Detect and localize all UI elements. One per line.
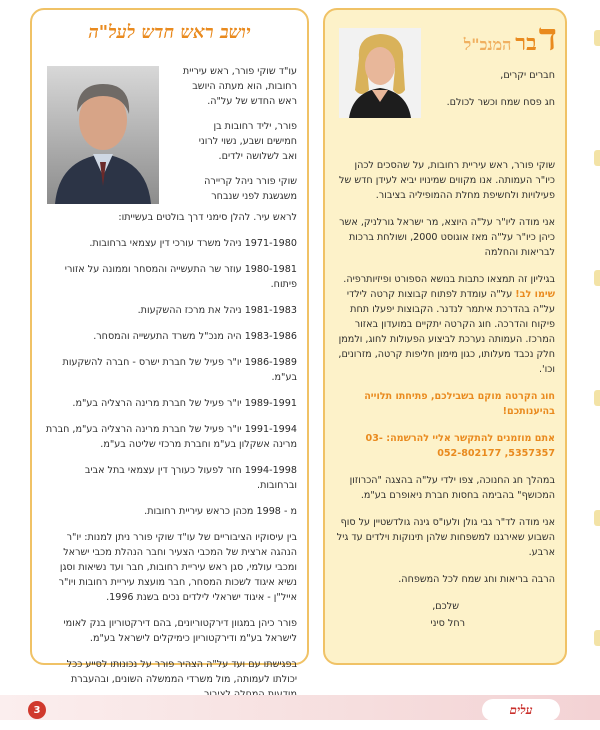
signature: רחל סיני (430, 618, 465, 629)
paragraph: חברים יקרים, (500, 70, 555, 81)
chairman-intro (182, 64, 297, 204)
milestone-item: 1994-1998 חזר לפעול כעורך דין עצמאי בתל אביב וברחובות. (84, 465, 297, 491)
title-letter: ד (538, 14, 557, 59)
milestone-item: 1986-1989 יו"ר פעיל של חברת ישרס - חברה להשקעות בע"מ. (62, 357, 297, 383)
paragraph: עו"ד שוקי פורר, ראש עיריית רחובות, הוא מעתה היושב ראש החדש של על"ה. (182, 66, 297, 107)
title-word1: בר (515, 30, 537, 56)
new-chairman-title: יושב ראש חדש לעל"ה (88, 22, 251, 43)
paragraph: חג פסח שמח וכשר לכולם. (446, 97, 555, 108)
chairman-portrait (47, 66, 159, 204)
milestone-item: 1991-1994 יו"ר פעיל של חברת מרינה הרצליה בע"מ, חברת מרינה אשקלון בע"מ וחברת מרכזי שליטה בע"מ. (45, 424, 297, 450)
paragraph: פורר, יליד רחובות בן חמישים ושבע, נשוי לרוני ואב לשלושה ילדים. (198, 121, 297, 162)
paragraph: פורר כיהן במגוון דירקטוריונים, בהם דירקטוריון בנק לאומי לישראל בע"מ ודירקטוריון כימיקלים לישראל בע"מ. (63, 618, 297, 644)
paragraph: בין עיסוקיו הציבוריים של עו"ד שוקי פורר ניתן למנות: יו"ר הנהגה ארצית של המכבי הצעיר וחבר הנהלת מכבי ישראל ומכבי עולמי, סגן ראש עיריית רחובות, חבר ועד נשיאות וסגן נשיא איגוד לשכות המסחר, חבר מועצת עיריית רחובות ויו"ר אייל"ן - איגוד ישראלי לילדים נכים בשנת 1996. (58, 532, 297, 603)
page-number: 3 (28, 701, 46, 719)
paragraph: שוקי פורר ניהל קריירה משגשגת לפני שנבחר (204, 176, 297, 202)
signoff: שלכם, (432, 601, 459, 612)
director-letter-title (463, 14, 557, 59)
milestones-lead: לראש עיר. להלן סימני דרך בולטים בעשייתו: (118, 212, 297, 223)
milestone-item: 1983-1986 היה מנכ"ל משרד התעשייה והמסחר. (93, 331, 297, 342)
paragraph: בפגישתו עם ועד על"ה הצהיר פורר על נכונותו לסייע ככל יכולתו לעמותה, מול משרדי הממשלה השונים, ובהעברת (66, 659, 297, 685)
milestone-item: 1980-1981 עוזר שר התעשייה והמסחר וממונה על אזורי פיתוח. (64, 264, 297, 290)
director-letter-body (333, 68, 555, 631)
milestone-item: מ - 1998 מכהן כראש עיריית רחובות. (144, 506, 297, 517)
paragraph: אני מודה לד"ר גבי גולן ולעו"ס גינה גולדשטיין על סוף השבוע שאירגנו למשפחות שלהן תינוקות וילדים עד גיל ארבע. (336, 517, 555, 558)
chairman-milestones (42, 210, 297, 713)
title-word2: המנכ"ל (463, 35, 512, 54)
attention-highlight: שימו לב! (515, 289, 555, 300)
paragraph: בגיליון זה תמצאו כתבות בנושא הספורט ופיזיותרפיה. שימו לב! על"ה עומדת לפתוח קבוצות קרטה לילדי על"ה בהדרכת איתמר לנדנר. הקבוצות יפעלו תחת פיקוח והדרכה. חוג הקרטה יתקיים במועדון באזור המרכז. העמותה נערכת לביצוע הפעולות לחוג, ולממן חלק נכבד מעלותו, כגון מימון חליפות קרטה, מזרונים, וכו'. (338, 274, 555, 375)
paragraph: הרבה בריאות וחג שמח לכל המשפחה. (398, 574, 555, 585)
paragraph: במהלך חג החנוכה, צפו ילדי על"ה בהצגה "הכרוזון המכושף" בהבימה בחסות חברת ניאופרם בע"מ. (349, 475, 555, 501)
paragraph: שוקי פורר, ראש עיריית רחובות, על שהסכים לכהן כיו"ר העמותה. אנו מקווים שמינויו יביא לעידן חדש של פעילויות ולחשיפת מחלת ההמופיליה בציבור. (339, 160, 555, 201)
edge-decoration (594, 0, 600, 730)
karate-note: חוג הקרטה מוקם בשבילכם, פתיחתו תלוייה בהיענותכם! (364, 391, 555, 417)
milestone-item: 1971-1980 ניהל משרד עורכי דין עצמאי ברחובות. (89, 238, 297, 249)
registration-phones: אתם מוזמנים להתקשר אליי להרשמה: 03-5357357, 052-802177 (365, 433, 555, 459)
milestone-item: 1981-1983 ניהל את מרכז ההשקעות. (137, 305, 297, 316)
paragraph: אני מודה ליו"ר על"ה היוצא, מר ישראל גורלניק, אשר כיהן כיו"ר על"ה מאז אוגוסט 2000, ושולחת ברכות לבריאות והחלמה (339, 217, 555, 258)
milestone-item: 1989-1991 יו"ר פעיל של חברת מרינה הרצליה בע"מ. (72, 398, 297, 409)
director-letter-panel (323, 8, 567, 665)
newsletter-logo: עלים (482, 699, 560, 721)
new-chairman-panel (30, 8, 309, 685)
